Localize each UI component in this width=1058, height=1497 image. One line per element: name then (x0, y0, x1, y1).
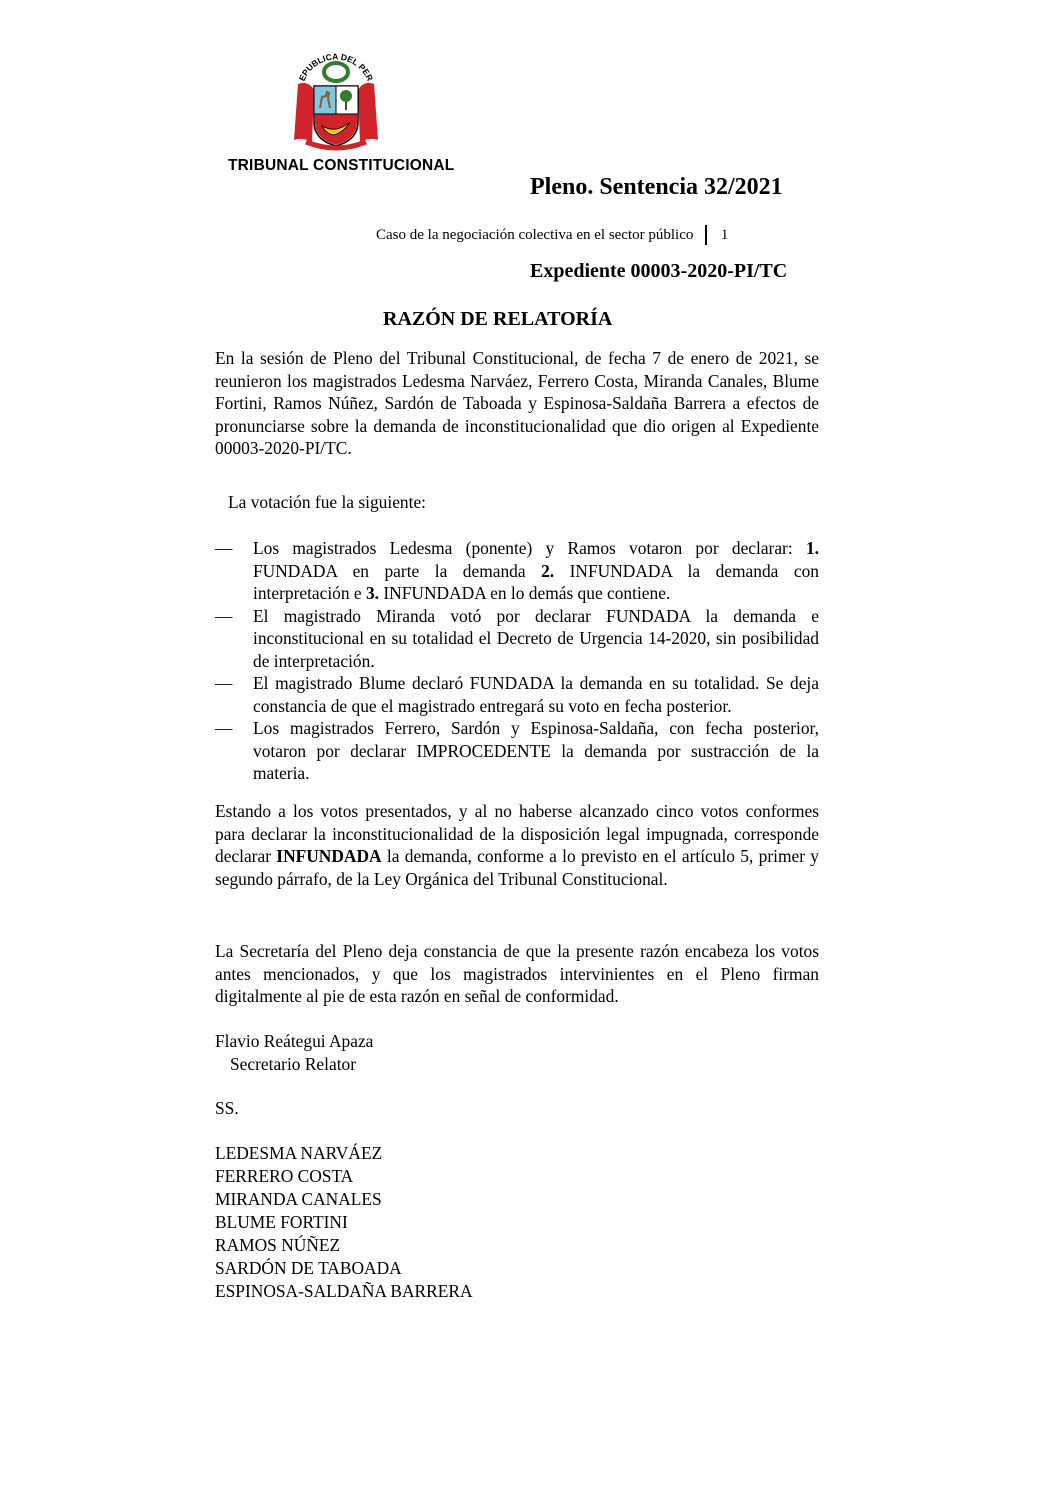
vote-text: Los magistrados Ledesma (ponente) y Ramos votaron por declarar: (253, 538, 806, 558)
dash-bullet: — (215, 673, 233, 693)
dash-bullet: — (215, 718, 233, 738)
vote-item (215, 717, 819, 785)
magistrate-name: ESPINOSA-SALDAÑA BARRERA (215, 1281, 473, 1301)
vote-number: 1. (805, 538, 819, 558)
magistrate-name: FERRERO COSTA (215, 1166, 354, 1186)
section-heading: RAZÓN DE RELATORÍA (383, 308, 613, 330)
magistrates-list (215, 1142, 473, 1303)
vote-text: INFUNDADA la demanda con interpretación e (253, 560, 819, 603)
document-title: Pleno. Sentencia 32/2021 (530, 174, 783, 200)
page-number: 1 (720, 226, 729, 243)
vote-item (215, 537, 819, 605)
vote-number: 2. (541, 560, 555, 581)
signer-block (215, 1030, 373, 1076)
expediente-number: Expediente 00003-2020-PI/TC (530, 260, 788, 282)
votes-list (215, 537, 819, 785)
institution-name: TRIBUNAL CONSTITUCIONAL (228, 157, 455, 174)
case-line (376, 225, 728, 245)
signer-role: Secretario Relator (230, 1054, 357, 1074)
svg-text:REPUBLICA DEL PERU: EPUBLICA DEL PER (296, 51, 376, 83)
conclusion-paragraph (215, 800, 819, 890)
case-name: Caso de la negociación colectiva en el sector público (376, 226, 694, 243)
dash-bullet: — (215, 538, 233, 558)
coat-of-arms-seal (286, 42, 386, 154)
votacion-label: La votación fue la siguiente: (228, 492, 426, 512)
header-divider (705, 225, 707, 245)
magistrate-name: LEDESMA NARVÁEZ (215, 1143, 383, 1163)
ss-label: SS. (215, 1098, 239, 1118)
vote-text: FUNDADA en parte la demanda (253, 560, 542, 581)
magistrate-name: MIRANDA CANALES (215, 1189, 382, 1209)
vote-text: El magistrado Miranda votó por declarar FUNDADA la demanda e inconstitucional en su totalidad el Decreto de Urgencia 14-2020, sin posibilidad de interpretación. (253, 605, 819, 671)
dash-bullet: — (215, 605, 233, 626)
secretaria-paragraph: La Secretaría del Pleno deja constancia de que la presente razón encabeza los votos antes mencionados, y que los magistrados intervinientes en el Pleno firman digitalmente al pie de esta razón en señal de conformidad. (215, 941, 819, 1006)
intro-paragraph: En la sesión de Pleno del Tribunal Constitucional, de fecha 7 de enero de 2021, se reunieron los magistrados Ledesma Narváez, Ferrero Costa, Miranda Canales, Blume Fortini, Ramos Núñez, Sardón de Taboada y Espinosa-Saldaña Barrera a efectos de pronunciarse sobre la demanda de inconstitucionalidad que dio origen al Expediente 00003-2020-PI/TC. (215, 348, 819, 458)
vote-text: INFUNDADA en lo demás que contiene. (379, 583, 671, 603)
conclusion-text: la demanda, conforme a lo previsto en el artículo 5, primer y segundo párrafo, de la Ley Orgánica del Tribunal Constitucional. (215, 846, 819, 889)
vote-number: 3. (365, 583, 380, 603)
magistrate-name: SARDÓN DE TABOADA (215, 1258, 402, 1278)
vote-item (215, 605, 819, 673)
vote-text: Los magistrados Ferrero, Sardón y Espinosa-Saldaña, con fecha posterior, votaron por declarar IMPROCEDENTE la demanda por sustracción de la materia. (253, 718, 819, 783)
magistrate-name: RAMOS NÚÑEZ (215, 1235, 341, 1255)
vote-text: El magistrado Blume declaró FUNDADA la demanda en su totalidad. Se deja constancia de que el magistrado entregará su voto en fecha posterior. (253, 673, 819, 716)
magistrate-name: BLUME FORTINI (215, 1212, 348, 1232)
vote-item (215, 672, 819, 717)
conclusion-verdict: INFUNDADA (276, 846, 382, 866)
signer-name: Flavio Reátegui Apaza (215, 1031, 374, 1051)
conclusion-text: Estando a los votos presentados, y al no haberse alcanzado cinco votos conformes para declarar la inconstitucionalidad de la disposición legal impugnada, corresponde declarar (215, 801, 819, 866)
